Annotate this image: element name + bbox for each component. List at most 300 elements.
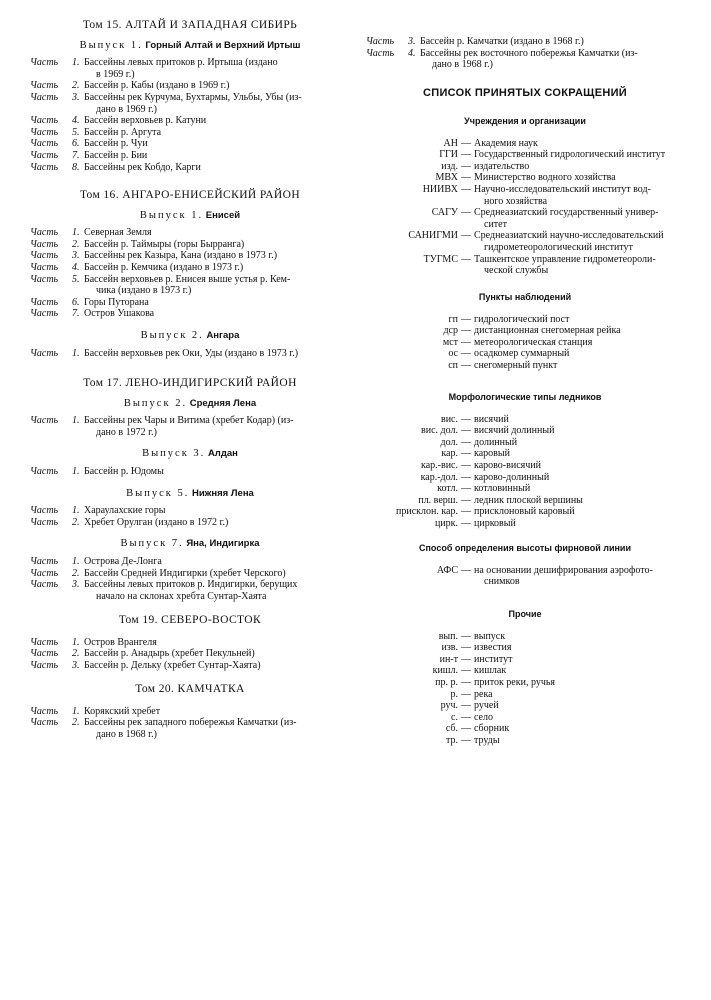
section-heading: Прочие [508, 609, 542, 619]
dash-separator: — [461, 149, 471, 161]
part-text-line: Остров Ушакова [84, 308, 155, 320]
part-entry [30, 706, 350, 718]
part-text [84, 138, 350, 150]
part-entry [30, 138, 350, 150]
dash-separator: — [461, 183, 471, 195]
abbreviation-value [474, 138, 684, 150]
part-entry [30, 150, 350, 162]
part-text-line: Бассейн р. Таймыры (горы Бырранга) [84, 238, 245, 250]
issue-title [30, 398, 350, 410]
issue-name: Яна, Индигирка [186, 538, 260, 550]
part-label: Часть [30, 57, 59, 69]
issue-name: Нижняя Лена [191, 487, 254, 499]
part-entry [30, 466, 350, 478]
abbreviation-entry [366, 631, 684, 643]
abbreviation-key: АФС [436, 564, 458, 576]
part-number: 2. [72, 516, 80, 528]
abbreviation-key: ТУГМС [423, 253, 458, 265]
dash-separator: — [461, 207, 471, 219]
dash-separator: — [461, 483, 471, 495]
issue-prefix: Выпуск 2. [140, 329, 204, 341]
part-text-line: Хребет Орулган (издано в 1972 г.) [84, 516, 229, 528]
dash-separator: — [461, 494, 471, 506]
abbreviation-value-line: издательство [474, 160, 530, 172]
part-number: 4. [408, 47, 416, 59]
abbreviation-value-line: село [474, 711, 493, 723]
part-text [84, 648, 350, 660]
dash-separator: — [461, 425, 471, 437]
part-entry [30, 250, 350, 262]
part-label: Часть [30, 636, 59, 648]
abbreviation-value-line: Министерство водного хозяйства [474, 172, 616, 184]
abbreviation-entry [366, 348, 684, 360]
dash-separator: — [461, 665, 471, 677]
section-heading: Способ определения высоты фирновой линии [419, 543, 631, 553]
part-label: Часть [30, 138, 59, 150]
part-label: Часть [30, 579, 59, 591]
abbreviation-entry [366, 506, 684, 518]
abbreviation-value-line: снимков [484, 576, 520, 588]
part-text-line: Бассейн верховьев рек Оки, Уды (издано в 1973 г.) [84, 347, 299, 359]
abbreviation-value [474, 565, 684, 588]
part-text-line: Бассейны левых притоков р. Индигирки, берущих [84, 579, 298, 591]
part-text [84, 162, 350, 174]
part-text [84, 274, 350, 297]
abbreviation-key: НИИВХ [422, 183, 458, 195]
part-number: 1. [72, 555, 80, 567]
part-label: Часть [30, 648, 59, 660]
part-text-line: Бассейн р. Кемчика (издано в 1973 г.) [84, 261, 244, 273]
part-label: Часть [30, 115, 59, 127]
abbreviation-key: ГГИ [439, 149, 458, 161]
part-text [84, 250, 350, 262]
abbreviation-value-line: карово-долинный [474, 471, 550, 483]
part-text-line: Остров Врангеля [84, 636, 157, 648]
part-entry [30, 308, 350, 320]
abbreviation-key: сп [448, 359, 458, 371]
part-text-line: Бассейны рек восточного побережья Камчатки (из- [420, 47, 638, 59]
dash-separator: — [461, 230, 471, 242]
dash-separator: — [461, 436, 471, 448]
part-text-line: Бассейн р. Дельку (хребет Сунтар-Хаята) [84, 659, 261, 671]
issue-prefix: Выпуск 7. [120, 538, 184, 550]
abbreviation-entry [366, 495, 684, 507]
dash-separator: — [461, 459, 471, 471]
abbreviation-value [474, 689, 684, 701]
abbreviation-entry [366, 230, 684, 253]
part-text [84, 308, 350, 320]
part-text [84, 466, 350, 478]
part-number: 1. [72, 347, 80, 359]
issue-prefix: Выпуск 1. [139, 209, 204, 221]
abbreviation-key: ин-т [439, 653, 458, 665]
issue-prefix: Выпуск 5. [126, 487, 190, 499]
abbreviation-key: вис. [440, 413, 458, 425]
volume-title: Том 20. КАМЧАТКА [135, 683, 245, 695]
abbreviation-value [474, 337, 684, 349]
abbreviation-entry [366, 665, 684, 677]
part-label: Часть [30, 91, 59, 103]
part-text-line: Бассейн р. Анадырь (хребет Пекульней) [84, 648, 255, 660]
abbreviation-value [474, 483, 684, 495]
dash-separator: — [461, 688, 471, 700]
part-label: Часть [30, 347, 59, 359]
part-text [84, 127, 350, 139]
issue-title [30, 488, 350, 500]
part-entry [30, 660, 350, 672]
part-text-line: Горы Путорана [84, 296, 149, 308]
part-text [84, 57, 350, 80]
abbreviation-entry [366, 565, 684, 588]
abbreviation-entry [366, 723, 684, 735]
issue-name: Средняя Лена [189, 397, 257, 409]
abbreviation-key: с. [451, 711, 458, 723]
part-number: 1. [72, 465, 80, 477]
abbreviation-key: котл. [437, 483, 458, 495]
part-text-line: Бассейн р. Кабы (издано в 1969 г.) [84, 80, 230, 92]
part-entry [30, 297, 350, 309]
issue-title [30, 538, 350, 550]
abbreviation-key: пл. верш. [418, 494, 458, 506]
part-number: 2. [72, 238, 80, 250]
abbreviation-value [474, 161, 684, 173]
part-label: Часть [30, 516, 59, 528]
part-text [84, 517, 350, 529]
part-label: Часть [30, 308, 59, 320]
abbreviation-entry [366, 712, 684, 724]
abbreviation-entry [366, 483, 684, 495]
dash-separator: — [461, 348, 471, 360]
abbreviation-value-line: висячий долинный [474, 425, 555, 437]
abbreviation-value-line: институт [474, 653, 513, 665]
abbreviation-entry [366, 172, 684, 184]
dash-separator: — [461, 506, 471, 518]
part-label: Часть [30, 80, 59, 92]
abbreviation-key: кишл. [432, 665, 458, 677]
abbreviation-key: дср [443, 325, 458, 337]
issue-title [30, 210, 350, 222]
abbreviation-value [474, 448, 684, 460]
abbreviation-key: кар. [441, 448, 458, 460]
part-text [84, 505, 350, 517]
abbreviation-value [474, 184, 684, 207]
abbreviation-value [474, 654, 684, 666]
part-text-line: дано в 1968 г.) [432, 59, 493, 71]
part-text-line: Бассейн р. Юдомы [84, 465, 164, 477]
part-number: 1. [72, 415, 80, 427]
dash-separator: — [461, 471, 471, 483]
abbreviation-value [474, 735, 684, 747]
abbreviation-value-line: Среднеазиатский научно-исследовательский [474, 230, 664, 242]
abbreviation-value [474, 700, 684, 712]
abbreviation-section [366, 292, 684, 372]
part-number: 7. [72, 308, 80, 320]
abbreviation-value-line: ледник плоской вершины [474, 494, 583, 506]
part-text [84, 227, 350, 239]
dash-separator: — [461, 336, 471, 348]
abbreviation-value-line: выпуск [474, 630, 506, 642]
section-heading: Морфологические типы ледников [448, 392, 602, 402]
dash-separator: — [461, 700, 471, 712]
part-text-line: Бассейн р. Бии [84, 149, 148, 161]
part-entry [30, 239, 350, 251]
part-number: 5. [72, 273, 80, 285]
part-text-line: Бассейн Средней Индигирки (хребет Черского) [84, 567, 286, 579]
part-text-line: Бассейны рек Кобдо, Карги [84, 161, 201, 173]
part-text [84, 579, 350, 602]
part-entry [30, 637, 350, 649]
dash-separator: — [461, 734, 471, 746]
dash-separator: — [461, 172, 471, 184]
part-text-line: начало на склонах хребта Сунтар-Хаята [96, 590, 267, 602]
part-text [420, 36, 684, 48]
dash-separator: — [461, 359, 471, 371]
part-text [84, 80, 350, 92]
part-text [84, 239, 350, 251]
part-text-line: чика (издано в 1973 г.) [96, 285, 192, 297]
dash-separator: — [461, 517, 471, 529]
abbreviation-value-line: Государственный гидрологический институт [474, 149, 666, 161]
dash-separator: — [461, 325, 471, 337]
abbreviation-value [474, 149, 684, 161]
part-number: 4. [72, 115, 80, 127]
part-text-line: Бассейн р. Чуи [84, 138, 148, 150]
part-text-line: Бассейн р. Камчатки (издано в 1968 г.) [420, 36, 584, 47]
part-number: 3. [72, 91, 80, 103]
part-number: 1. [72, 227, 80, 239]
part-number: 1. [72, 57, 80, 69]
part-label: Часть [30, 261, 59, 273]
part-text [84, 568, 350, 580]
abbreviation-value-line: дистанционная снегомерная рейка [474, 325, 621, 337]
abbreviation-value [474, 172, 684, 184]
abbreviation-entry [366, 460, 684, 472]
abbreviation-key: сб. [445, 723, 458, 735]
abbreviation-value-line: Научно-исследовательский институт вод- [474, 183, 651, 195]
abbreviation-key: ос [448, 348, 458, 360]
part-number: 3. [72, 659, 80, 671]
abbreviation-value-line: Ташкентское управление гидрометеороли- [474, 253, 656, 265]
abbreviation-key: вып. [438, 630, 458, 642]
part-entry [30, 162, 350, 174]
issue-name: Енисей [205, 209, 241, 221]
abbreviation-entry [366, 414, 684, 426]
abbreviation-value-line: кишлак [474, 665, 507, 677]
abbreviation-value [474, 314, 684, 326]
abbreviation-value [474, 460, 684, 472]
abbreviation-entry [366, 689, 684, 701]
part-text [84, 637, 350, 649]
dash-separator: — [461, 313, 471, 325]
abbreviation-value-line: известия [474, 642, 512, 654]
dash-separator: — [461, 676, 471, 688]
part-entry [30, 579, 350, 602]
abbreviation-entry [366, 735, 684, 747]
continued-parts [366, 36, 684, 71]
part-label: Часть [30, 465, 59, 477]
abbreviation-entry [366, 360, 684, 372]
abbreviation-value [474, 325, 684, 337]
part-text [84, 115, 350, 127]
dash-separator: — [461, 137, 471, 149]
abbreviation-entry [366, 207, 684, 230]
part-entry [30, 415, 350, 438]
part-entry [30, 57, 350, 80]
section-heading: Учреждения и организации [464, 116, 586, 126]
abbreviation-value [474, 712, 684, 724]
abbreviation-key: тр. [446, 734, 458, 746]
part-number: 1. [72, 505, 80, 517]
part-number: 2. [72, 717, 80, 729]
abbreviation-entry [366, 642, 684, 654]
part-text-line: Бассейны рек западного побережья Камчатки (из- [84, 717, 297, 729]
part-text [84, 717, 350, 740]
abbreviation-key: МВХ [435, 172, 458, 184]
abbreviation-value [474, 665, 684, 677]
abbreviation-entry [366, 425, 684, 437]
abbreviation-value [474, 723, 684, 735]
abbreviation-entry [366, 448, 684, 460]
volume-title: Том 19. СЕВЕРО-ВОСТОК [118, 614, 262, 626]
abbreviation-value-line: карово-висячий [474, 459, 541, 471]
abbreviation-entry [366, 700, 684, 712]
abbreviation-value-line: приток реки, ручья [474, 676, 556, 688]
part-text [84, 150, 350, 162]
part-entry [366, 48, 684, 71]
abbreviation-entry [366, 677, 684, 689]
part-entry [30, 505, 350, 517]
part-text-line: Северная Земля [84, 227, 152, 239]
part-text-line: Бассейны рек Казыра, Кана (издано в 1973 г.) [84, 250, 278, 262]
part-number: 3. [72, 579, 80, 591]
abbreviation-value-line: ного хозяйства [484, 195, 548, 207]
abbreviation-value-line: сборник [474, 723, 510, 735]
abbreviation-value-line: присклоновый каровый [474, 506, 575, 518]
part-number: 3. [72, 250, 80, 262]
abbreviation-key: руч. [440, 700, 458, 712]
abbreviation-entry [366, 254, 684, 277]
part-number: 6. [72, 296, 80, 308]
issue-name: Горный Алтай и Верхний Иртыш [145, 39, 301, 51]
abbreviation-value [474, 472, 684, 484]
part-label: Часть [366, 36, 395, 47]
volume-title: Том 15. АЛТАЙ И ЗАПАДНАЯ СИБИРЬ [82, 19, 298, 31]
part-text [84, 92, 350, 115]
part-entry [30, 92, 350, 115]
part-label: Часть [30, 717, 59, 729]
part-number: 3. [408, 36, 416, 47]
part-label: Часть [30, 415, 59, 427]
abbreviation-key: цирк. [434, 517, 458, 529]
abbreviation-section [366, 543, 684, 588]
part-label: Часть [30, 126, 59, 138]
part-text [420, 48, 684, 71]
part-text-line: дано в 1969 г.) [96, 103, 157, 115]
dash-separator: — [461, 711, 471, 723]
abbreviation-value [474, 348, 684, 360]
part-text-line: Бассейн верховьев р. Катуни [84, 115, 207, 127]
section-heading: Пункты наблюдений [478, 292, 572, 302]
part-label: Часть [30, 227, 59, 239]
abbreviation-value [474, 495, 684, 507]
abbreviation-key: АН [443, 137, 458, 149]
volume-block [30, 190, 350, 359]
part-label: Часть [30, 505, 59, 517]
volume-block [30, 615, 350, 671]
abbreviation-value-line: ручей [474, 700, 499, 712]
abbreviation-value [474, 207, 684, 230]
abbreviation-value-line: цирковый [474, 517, 516, 529]
abbreviation-key: мст [442, 336, 458, 348]
part-entry [30, 568, 350, 580]
part-label: Часть [30, 149, 59, 161]
dash-separator: — [461, 630, 471, 642]
part-number: 2. [72, 648, 80, 660]
abbreviation-value-line: Среднеазиатский государственный универ- [474, 207, 659, 219]
part-entry [30, 517, 350, 529]
abbreviation-key: вис. дол. [421, 425, 458, 437]
abbreviation-key: р. [450, 688, 458, 700]
abbreviation-value [474, 506, 684, 518]
issue-title [30, 330, 350, 342]
part-entry [30, 115, 350, 127]
abbreviation-value-line: на основании дешифрирования аэрофото- [474, 564, 653, 576]
dash-separator: — [461, 723, 471, 735]
part-text-line: Бассейн верховьев р. Енисея выше устья р. Кем- [84, 273, 291, 285]
abbreviation-entry [366, 161, 684, 173]
part-text-line: в 1969 г.) [96, 68, 135, 80]
abbreviation-section [366, 392, 684, 530]
part-text [84, 415, 350, 438]
abbreviation-key: пр. р. [435, 676, 458, 688]
abbreviation-value [474, 230, 684, 253]
dash-separator: — [461, 413, 471, 425]
abbreviation-value-line: река [474, 688, 493, 700]
abbreviation-key: кар.-дол. [420, 471, 458, 483]
part-text-line: Хараулахские горы [84, 505, 166, 517]
volume-block [30, 684, 350, 740]
part-entry [30, 80, 350, 92]
part-number: 2. [72, 80, 80, 92]
abbreviation-section [366, 609, 684, 747]
volume-title: Том 16. АНГАРО-ЕНИСЕЙСКИЙ РАЙОН [79, 189, 301, 201]
part-number: 1. [72, 705, 80, 717]
abbreviation-value-line: висячий [474, 413, 509, 425]
abbreviation-key: изд. [441, 160, 458, 172]
abbreviation-section [366, 116, 684, 277]
volume-block [30, 20, 350, 173]
part-entry [30, 648, 350, 660]
abbreviation-key: гп [448, 313, 458, 325]
abbreviation-value-line: долинный [474, 436, 518, 448]
part-label: Часть [30, 161, 59, 173]
abbreviation-value [474, 414, 684, 426]
part-label: Часть [30, 238, 59, 250]
abbreviation-value [474, 518, 684, 530]
part-text-line: дано в 1968 г.) [96, 728, 157, 740]
part-label: Часть [30, 567, 59, 579]
abbreviation-value-line: осадкомер суммарный [474, 348, 570, 360]
abbreviation-value-line: метеорологическая станция [474, 336, 593, 348]
part-text-line: Бассейны рек Чары и Витима (хребет Кодар) (из- [84, 415, 294, 427]
abbreviation-entry [366, 654, 684, 666]
abbreviation-value [474, 677, 684, 689]
abbreviation-entry [366, 314, 684, 326]
part-text-line: Острова Де-Лонга [84, 555, 162, 567]
volume-title: Том 17. ЛЕНО-ИНДИГИРСКИЙ РАЙОН [83, 377, 297, 389]
part-text [84, 262, 350, 274]
part-entry [30, 348, 350, 360]
